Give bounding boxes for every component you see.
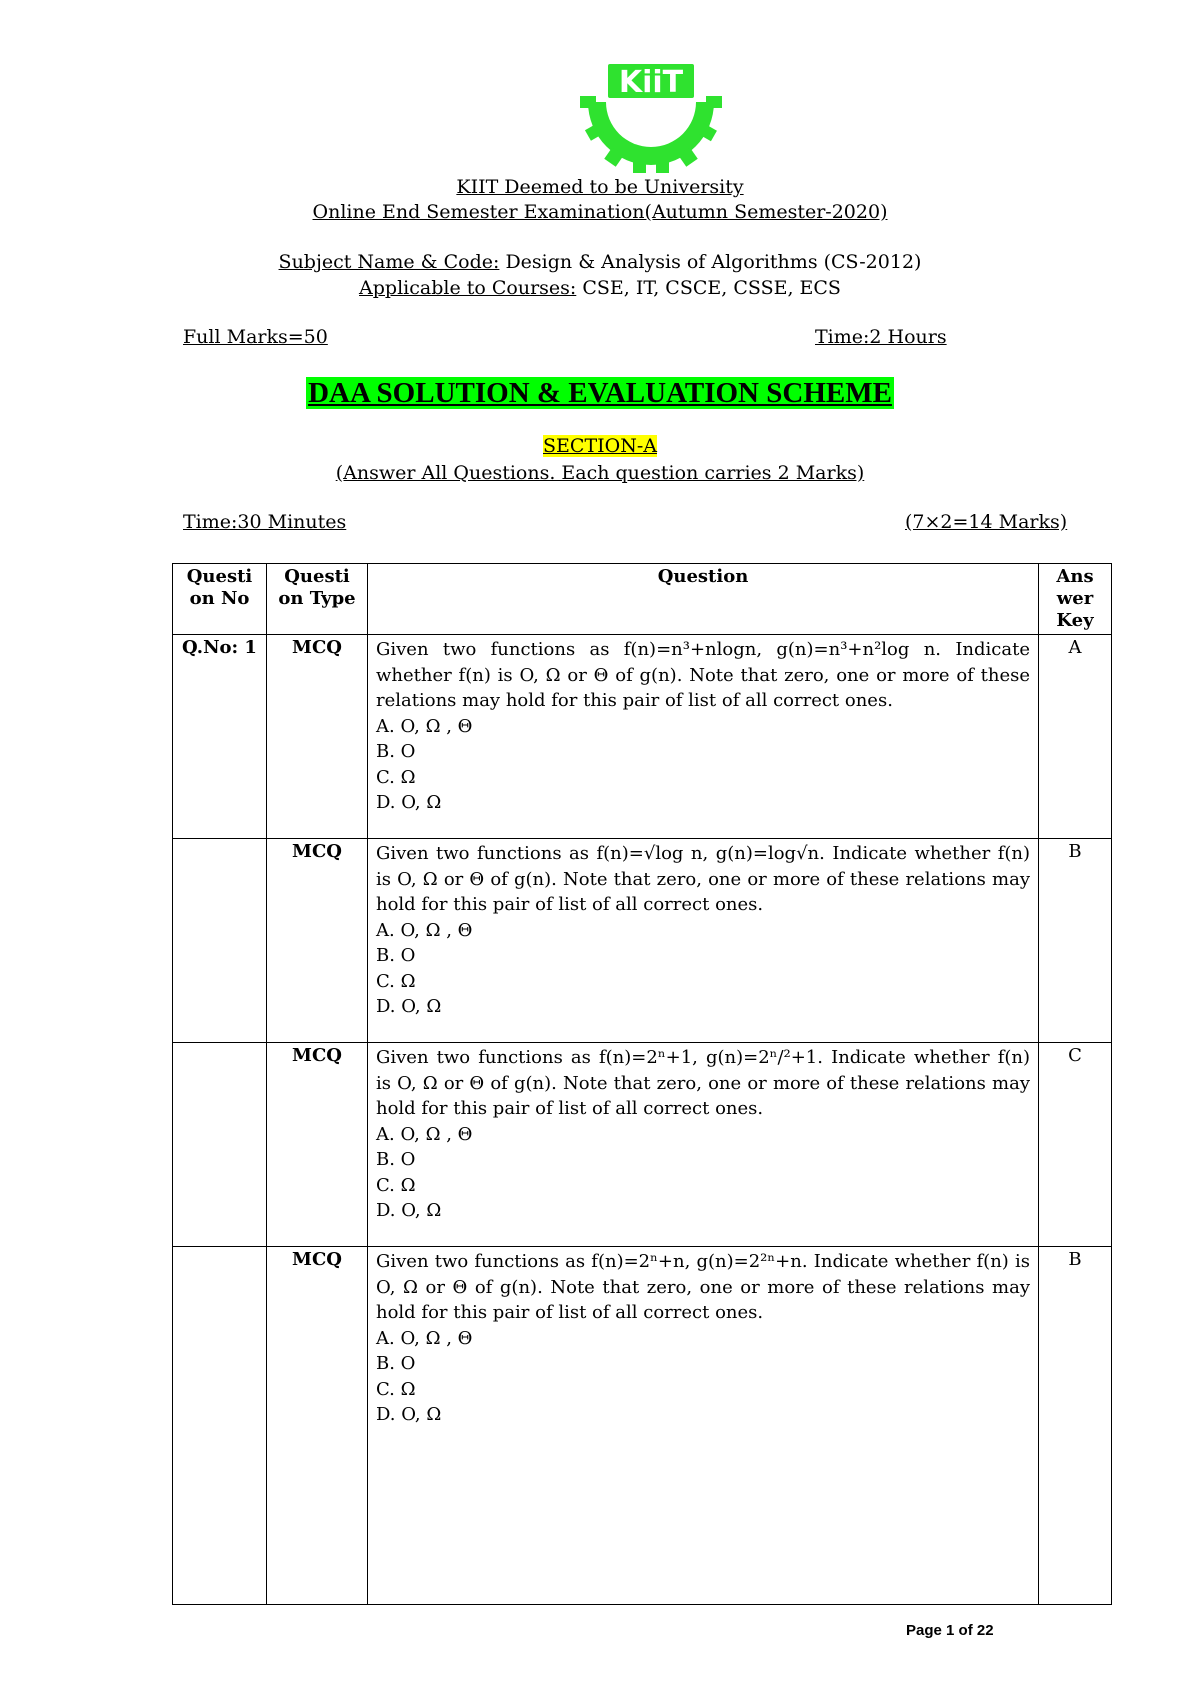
question-table [172, 563, 1112, 1605]
table-header-row [173, 564, 1112, 635]
option: C. Ω [376, 1174, 416, 1196]
section-time: Time:30 Minutes [183, 511, 347, 533]
option: D. O, Ω [376, 792, 442, 813]
option: D. O, Ω [376, 1404, 442, 1425]
courses-label: Applicable to Courses: [359, 277, 577, 299]
header-answer-key: Ans wer Key [1039, 564, 1112, 635]
question-type: MCQ [267, 1043, 368, 1247]
header-question-type: Questi on Type [267, 564, 368, 635]
option: B. O [376, 741, 416, 762]
exam-name: Online End Semester Examination(Autumn Semester-2020) [312, 201, 888, 223]
page-number: Page 1 of 22 [906, 1622, 994, 1639]
courses-value: CSE, IT, CSCE, CSSE, ECS [576, 277, 841, 299]
kiit-logo-text: KiiT [618, 65, 684, 100]
answer-key: B [1039, 839, 1112, 1043]
question-text: Given two functions as f(n)=n³+nlogn, g(n)=n³+n²log n. Indicate whether f(n) is O, Ω or Θ of g(n). Note that zero, one or more of these relations may hold for this pair of list of all correct ones. [376, 639, 1030, 711]
answer-key: C [1039, 1043, 1112, 1247]
header-question: Question [368, 564, 1039, 635]
question-number [173, 839, 267, 1043]
exam-time: Time:2 Hours [815, 326, 947, 348]
question-number: Q.No: 1 [173, 635, 267, 839]
question-cell [368, 839, 1039, 1043]
option: B. O [376, 1353, 416, 1374]
header-question-no: Questi on No [173, 564, 267, 635]
option: C. Ω [376, 970, 416, 992]
question-cell [368, 635, 1039, 839]
option: A. O, Ω , Θ [376, 919, 473, 941]
option: D. O, Ω [376, 996, 442, 1017]
question-type: MCQ [267, 1247, 368, 1605]
answer-key: B [1039, 1247, 1112, 1605]
document-title-text: DAA SOLUTION & EVALUATION SCHEME [308, 377, 892, 409]
question-text: Given two functions as f(n)=2ⁿ+1, g(n)=2ⁿ/²+1. Indicate whether f(n) is O, Ω or Θ of g(n). Note that zero, one or more of these relations may hold for this pair of list of all correct ones. [376, 1047, 1030, 1119]
option: A. O, Ω , Θ [376, 1327, 473, 1349]
question-text: Given two functions as f(n)=2ⁿ+n, g(n)=2²ⁿ+n. Indicate whether f(n) is O, Ω or Θ of g(n). Note that zero, one or more of these relations may hold for this pair of list of all correct ones. [376, 1251, 1030, 1323]
option: A. O, Ω , Θ [376, 1123, 473, 1145]
table-row [173, 1247, 1112, 1605]
table-row [173, 839, 1112, 1043]
subject-line [0, 251, 1200, 273]
option: C. Ω [376, 1378, 416, 1400]
subject-label: Subject Name & Code: [278, 251, 500, 273]
question-text: Given two functions as f(n)=√log n, g(n)=log√n. Indicate whether f(n) is O, Ω or Θ of g(n). Note that zero, one or more of these relations may hold for this pair of list of all correct ones. [376, 843, 1030, 915]
section-instruction: (Answer All Questions. Each question carries 2 Marks) [335, 462, 865, 484]
university-name: KIIT Deemed to be University [456, 176, 744, 198]
option: A. O, Ω , Θ [376, 715, 473, 737]
kiit-logo [578, 62, 724, 174]
question-cell [368, 1247, 1039, 1605]
section-heading [0, 435, 1200, 457]
full-marks: Full Marks=50 [183, 326, 328, 348]
subject-value: Design & Analysis of Algorithms (CS-2012) [499, 251, 922, 273]
option: C. Ω [376, 766, 416, 788]
document-title [0, 377, 1200, 410]
option: D. O, Ω [376, 1200, 442, 1221]
section-name: SECTION-A [543, 435, 657, 457]
answer-key: A [1039, 635, 1112, 839]
option: B. O [376, 945, 416, 966]
question-number [173, 1247, 267, 1605]
courses-line [0, 277, 1200, 299]
question-number [173, 1043, 267, 1247]
section-marks: (7×2=14 Marks) [905, 511, 1068, 533]
question-cell [368, 1043, 1039, 1247]
question-type: MCQ [267, 839, 368, 1043]
option: B. O [376, 1149, 416, 1170]
table-row [173, 1043, 1112, 1247]
table-row [173, 635, 1112, 839]
question-type: MCQ [267, 635, 368, 839]
